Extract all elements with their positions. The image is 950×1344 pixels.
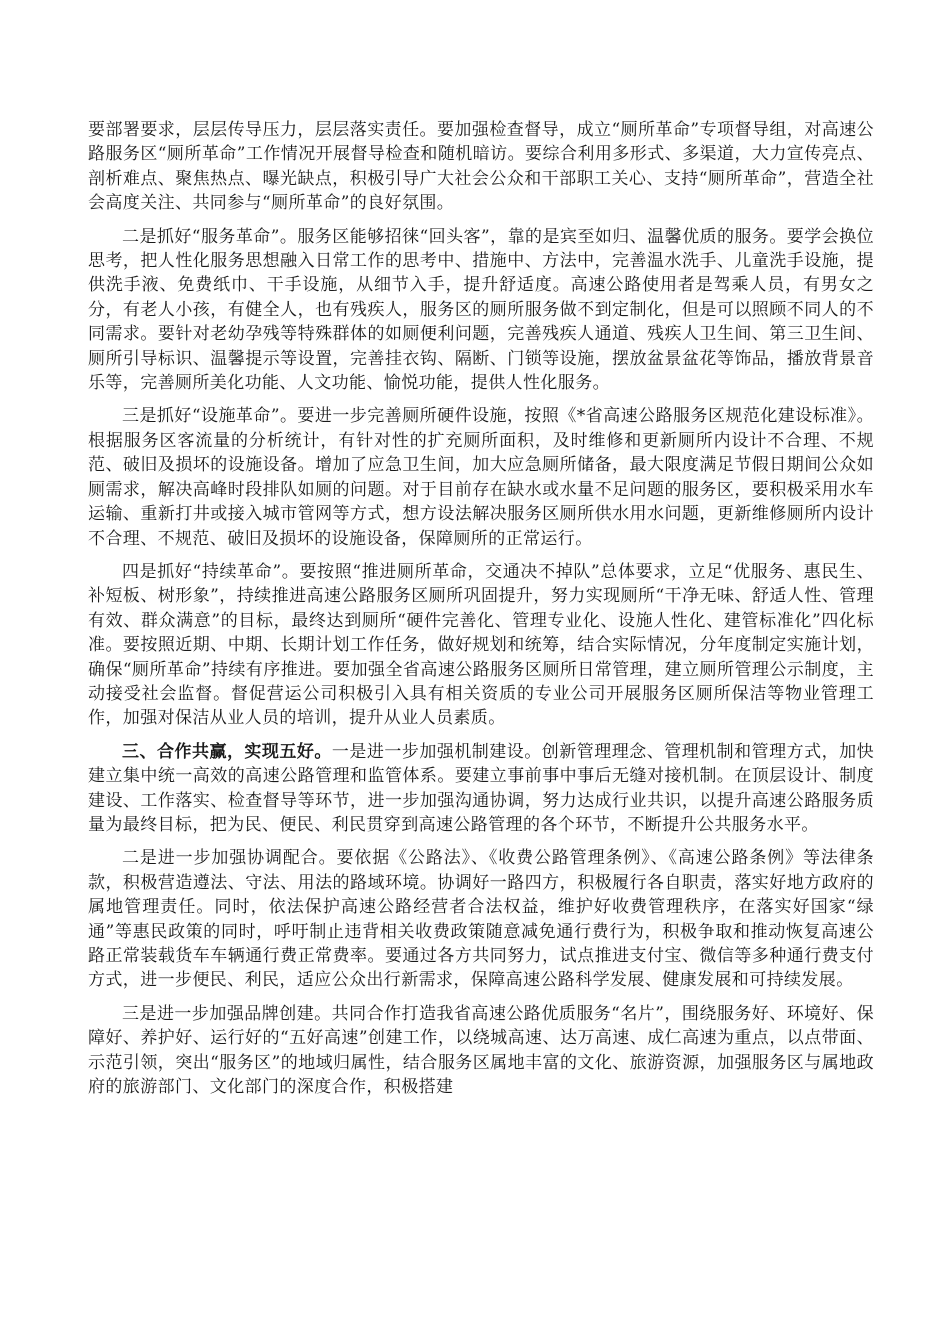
paragraph-text: 二是进一步加强协调配合。要依据《公路法》、《收费公路管理条例》、《高速公路条例》等法律条款，积极营造遵法、守法、用法的路域环境。协调好一路四方，积极履行各自职责，落实好地方政府的属地管理责任。同时，依法保护高速公路经营者合法权益，维护好收费管理秩序，在落实好国家“绿通”等惠民政策的同时，呼吁制止违背相关收费政策随意减免通行费行为，积极争取和推动恢复高速公路正常装载货车车辆通行费正常费率。要通过各方共同努力，试点推进支付宝、微信等多种通行费支付方式，进一步便民、利民，适应公众出行新需求，保障高速公路科学发展、健康发展和可持续发展。	[88, 848, 874, 991]
paragraph-facility-revolution	[88, 404, 874, 550]
paragraph-text: 四是抓好“持续革命”。要按照“推进厕所革命，交通决不掉队”总体要求，立足“优服务、惠民生、补短板、树形象”，持续推进高速公路服务区厕所巩固提升，努力实现厕所“干净无味、舒适人性、管理有效、群众满意”的目标，最终达到厕所“硬件完善化、管理专业化、设施人性化、建管标准化”四化标准。要按照近期、中期、长期计划工作任务，做好规划和统筹，结合实际情况，分年度制定实施计划，确保“厕所革命”持续有序推进。要加强全省高速公路服务区厕所日常管理，建立厕所管理公示制度，主动接受社会监督。督促营运公司积极引入具有相关资质的专业公司开展服务区厕所保洁等物业管理工作，加强对保洁从业人员的培训，提升从业人员素质。	[88, 561, 874, 729]
paragraph-text: 三是进一步加强品牌创建。共同合作打造我省高速公路优质服务“名片”，围绕服务好、环境好、保障好、养护好、运行好的“五好高速”创建工作，以绕城高速、达万高速、成仁高速为重点，以点带面、示范引领，突出“服务区”的地域归属性，结合服务区属地丰富的文化、旅游资源，加强服务区与属地政府的旅游部门、文化部门的深度合作，积极搭建	[88, 1003, 874, 1098]
paragraph-coordination	[88, 846, 874, 992]
paragraph-text: 三是抓好“设施革命”。要进一步完善厕所硬件设施，按照《*省高速公路服务区规范化建设标准》。根据服务区客流量的分析统计，有针对性的扩充厕所面积，及时维修和更新厕所内设计不合理、不规范、破旧及损坏的设施设备。增加了应急卫生间，加大应急厕所储备，最大限度满足节假日期间公众如厕需求，解决高峰时段排队如厕的问题。对于目前存在缺水或水量不足问题的服务区，要积极采用水车运输、重新打井或接入城市管网等方式，想方设法解决服务区厕所供水用水问题，更新维修厕所内设计不合理、不规范、破旧及损坏的设施设备，保障厕所的正常运行。	[88, 406, 874, 549]
section-heading: 三、合作共赢，实现五好。	[122, 741, 332, 762]
paragraph-text: 二是抓好“服务革命”。服务区能够招徕“回头客”，靠的是宾至如归、温馨优质的服务。要学会换位思考，把人性化服务思想融入日常工作的思考中、措施中、方法中，完善温水洗手、儿童洗手设施，提供洗手液、免费纸巾、干手设施，从细节入手，提升舒适度。高速公路使用者是驾乘人员，有男女之分，有老人小孩，有健全人，也有残疾人，服务区的厕所服务做不到定制化，但是可以照顾不同人的不同需求。要针对老幼孕残等特殊群体的如厕便利问题，完善残疾人通道、残疾人卫生间、第三卫生间、厕所引导标识、温馨提示等设置，完善挂衣钩、隔断、门锁等设施，摆放盆景盆花等饰品，播放背景音乐等，完善厕所美化功能、人文功能、愉悦功能，提供人性化服务。	[88, 226, 874, 394]
paragraph-text: 要部署要求，层层传导压力，层层落实责任。要加强检查督导，成立“厕所革命”专项督导组，对高速公路服务区“厕所革命”工作情况开展督导检查和随机暗访。要综合利用多形式、多渠道，大力宣传亮点、剖析难点、聚焦热点、曝光缺点，积极引导广大社会公众和干部职工关心、支持“厕所革命”，营造全社会高度关注、共同参与“厕所革命”的良好氛围。	[88, 120, 874, 214]
paragraph-continued	[88, 118, 874, 216]
paragraph-continuous-revolution	[88, 560, 874, 731]
paragraph-text: 一是进一步加强机制建设。创新管理理念、管理机制和管理方式，加快建立集中统一高效的高速公路管理和监管体系。要建立事前事中事后无缝对接机制。在顶层设计、制度建设、工作落实、检查督导等环节，进一步加强沟通协调，努力达成行业共识，以提升高速公路服务质量为最终目标，把为民、便民、利民贯穿到高速公路管理的各个环节，不断提升公共服务水平。	[88, 741, 874, 835]
paragraph-service-revolution	[88, 225, 874, 396]
paragraph-brand-building	[88, 1002, 874, 1100]
paragraph-section-three	[88, 740, 874, 838]
document-page	[88, 118, 874, 1108]
